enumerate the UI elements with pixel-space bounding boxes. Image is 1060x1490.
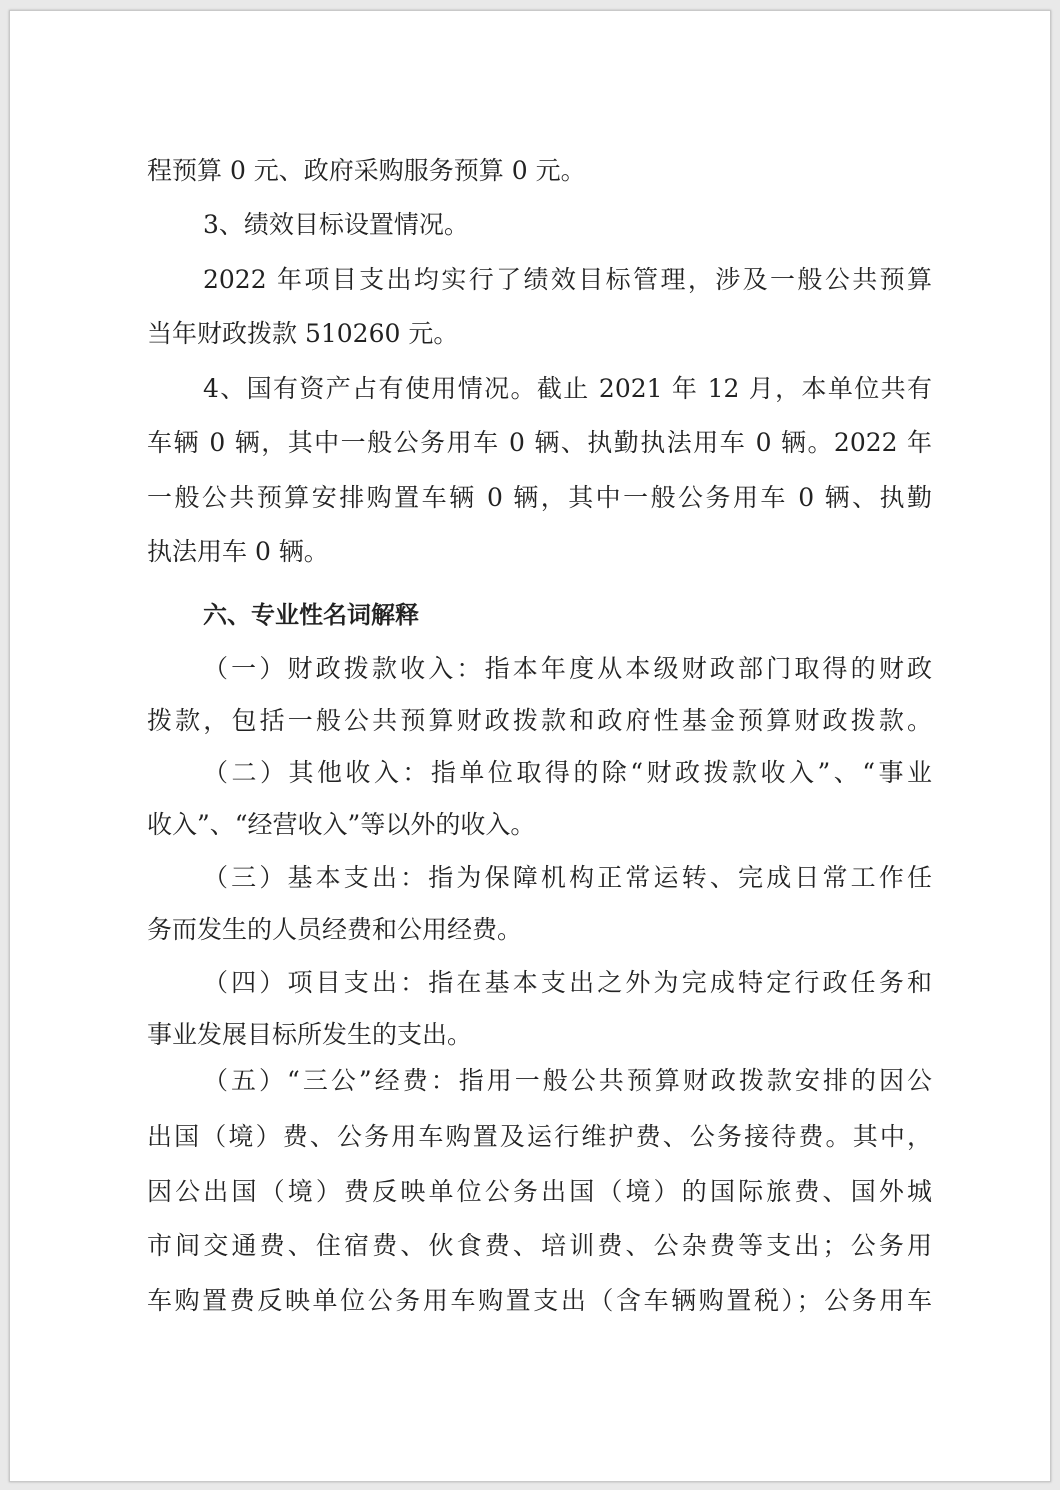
text-line: （四）项目支出：指在基本支出之外为完成特定行政任务和 — [203, 968, 932, 997]
text-line: 车购置费反映单位公务用车购置支出（含车辆购置税）；公务用车 — [147, 1286, 932, 1315]
text-line: 拨款，包括一般公共预算财政拨款和政府性基金预算财政拨款。 — [147, 706, 932, 735]
section-heading: 六、专业性名词解释 — [203, 601, 419, 629]
text-line: （五）“三公”经费：指用一般公共预算财政拨款安排的因公 — [203, 1066, 932, 1095]
text-line: 务而发生的人员经费和公用经费。 — [147, 915, 523, 944]
text-line: 一般公共预算安排购置车辆 0 辆，其中一般公务用车 0 辆、执勤 — [147, 483, 932, 512]
text-line: 车辆 0 辆，其中一般公务用车 0 辆、执勤执法用车 0 辆。2022 年 — [147, 428, 932, 457]
text-line: 程预算 0 元、政府采购服务预算 0 元。 — [147, 156, 586, 185]
document-page — [9, 10, 1051, 1482]
text-line: 执法用车 0 辆。 — [147, 537, 329, 566]
text-line: 出国（境）费、公务用车购置及运行维护费、公务接待费。其中， — [147, 1122, 932, 1151]
text-line: 3、绩效目标设置情况。 — [203, 210, 469, 239]
text-line: （三）基本支出：指为保障机构正常运转、完成日常工作任 — [203, 863, 932, 892]
text-line: 4、国有资产占有使用情况。截止 2021 年 12 月，本单位共有 — [203, 374, 932, 403]
text-line: 因公出国（境）费反映单位公务出国（境）的国际旅费、国外城 — [147, 1177, 932, 1206]
text-line: 市间交通费、住宿费、伙食费、培训费、公杂费等支出；公务用 — [147, 1231, 932, 1260]
text-line: 事业发展目标所发生的支出。 — [147, 1020, 473, 1049]
text-line: 2022 年项目支出均实行了绩效目标管理，涉及一般公共预算 — [203, 265, 932, 294]
text-line: 当年财政拨款 510260 元。 — [147, 319, 459, 348]
text-line: （一）财政拨款收入：指本年度从本级财政部门取得的财政 — [203, 654, 932, 683]
text-line: 收入”、“经营收入”等以外的收入。 — [147, 810, 536, 839]
text-line: （二）其他收入：指单位取得的除“财政拨款收入”、“事业 — [203, 758, 932, 787]
